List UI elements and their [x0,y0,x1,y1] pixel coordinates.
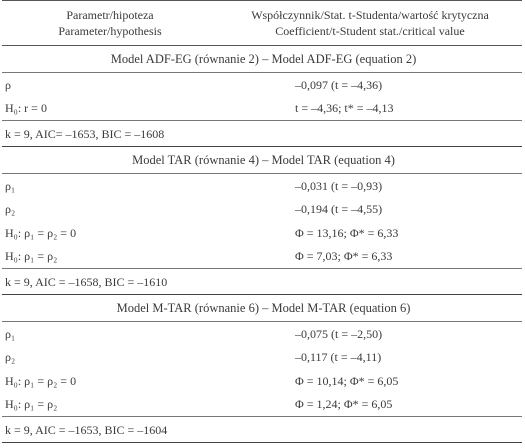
table-row [2,221,522,245]
table-row [2,346,522,370]
value-cell: Φ = 10,14; Φ* = 6,05 [295,373,399,388]
header-parameter [2,1,215,46]
table-row [2,73,522,97]
table-header-row [2,1,522,46]
param-cell: H₀: r = 0 [5,101,47,116]
section-title-row [2,295,522,322]
value-cell: –0,194 (t = –4,55) [295,202,383,217]
table-row [2,97,522,121]
table-row [2,322,522,346]
param-cell: ρ₂ [5,350,16,365]
stats-row [2,417,522,443]
value-cell: Φ = 1,24; Φ* = 6,05 [295,397,393,412]
results-table [2,0,522,443]
header-coefficient-pl: Współczynnik/Stat. t-Studenta/wartość krytyczna [251,8,489,22]
value-cell: t = –4,36; t* = –4,13 [295,101,394,116]
table-row [2,393,522,417]
stats-row [2,121,522,147]
value-cell: –0,075 (t = –2,50) [295,326,383,341]
param-cell: H₀: ρ₁ = ρ₂ [5,397,58,412]
stats-cell: k = 9, AIC = –1658, BIC = –1610 [2,269,522,295]
value-cell: Φ = 13,16; Φ* = 6,33 [295,225,399,240]
param-cell: H₀: ρ₁ = ρ₂ = 0 [5,373,77,388]
value-cell: –0,097 (t = –4,36) [295,77,383,92]
value-cell: Φ = 7,03; Φ* = 6,33 [295,249,393,264]
section-title-row [2,147,522,174]
table-row [2,369,522,393]
section-title: Model ADF-EG (równanie 2) – Model ADF-EG (equation 2) [2,46,522,73]
table-row [2,174,522,198]
param-cell: ρ₁ [5,326,16,341]
param-cell: ρ₂ [5,202,16,217]
value-cell: –0,031 (t = –0,93) [295,178,383,193]
param-cell: ρ₁ [5,178,16,193]
param-cell: H₀: ρ₁ = ρ₂ = 0 [5,225,77,240]
header-parameter-en: Parameter/hypothesis [58,24,162,38]
table-row [2,245,522,269]
header-parameter-pl: Parametr/hipoteza [66,8,154,22]
stats-cell: k = 9, AIC = –1653, BIC = –1604 [2,417,522,443]
param-cell: H₀: ρ₁ = ρ₂ [5,249,58,264]
value-cell: –0,117 (t = –4,11) [295,350,382,365]
header-coefficient [215,1,522,46]
header-coefficient-en: Coefficient/t-Student stat./critical value [275,24,465,38]
stats-row [2,269,522,295]
section-title: Model M-TAR (równanie 6) – Model M-TAR (equation 6) [2,295,522,322]
section-title-row [2,46,522,73]
table-row [2,198,522,222]
stats-cell: k = 9, AIC= –1653, BIC = –1608 [2,121,522,147]
section-title: Model TAR (równanie 4) – Model TAR (equation 4) [2,147,522,174]
param-cell: ρ [5,77,11,92]
